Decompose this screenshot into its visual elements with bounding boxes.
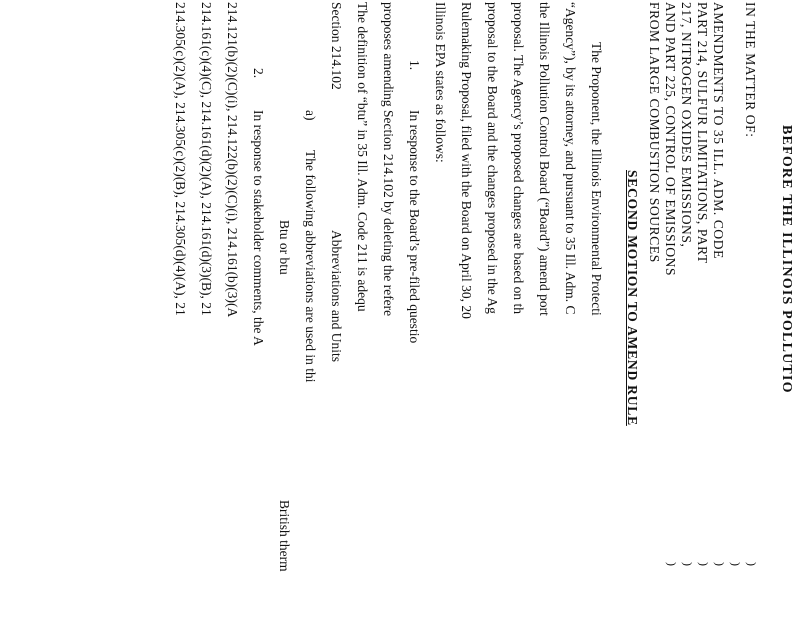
in-the-matter-label: IN THE MATTER OF:	[743, 2, 758, 138]
section-title: Abbreviations and Units	[329, 230, 344, 362]
caption-bracket: )	[713, 562, 727, 566]
body-line: the Illinois Pollution Control Board (“Board”) amend port	[537, 2, 552, 316]
body-line: proposes amending Section 214.102 by deleting the refere	[381, 2, 396, 317]
caption-line: 217, NITROGEN OXIDES EMISSIONS,	[679, 2, 694, 248]
caption-bracket: )	[697, 562, 711, 566]
caption-line: PART 214, SULFUR LIMITATIONS, PART	[695, 2, 710, 264]
body-line: 214.161(c)(4)(C), 214.161(d)(2)(A), 214.161(d)(3)(B), 21	[199, 2, 214, 316]
body-line: In response to stakeholder comments, the A	[251, 110, 266, 346]
body-line: proposal. The Agency’s proposed changes are based on th	[511, 2, 526, 315]
document-heading: BEFORE THE ILLINOIS POLLUTIO	[779, 125, 794, 394]
motion-title: SECOND MOTION TO AMEND RULE	[625, 170, 640, 426]
caption-bracket: )	[681, 562, 695, 566]
caption-bracket: )	[745, 562, 759, 566]
body-line: proposal to the Board and the changes proposed in the Ag	[485, 2, 500, 314]
body-line: The following abbreviations are used in thi	[303, 150, 318, 383]
abbreviation-definition: British therm	[277, 500, 292, 572]
body-line: Illinois EPA states as follows:	[433, 2, 448, 163]
body-line: 214.305(c)(2)(A), 214.305(c)(2)(B), 214.305(d)(4)(A), 21	[173, 2, 188, 316]
caption-line: AND PART 225, CONTROL OF EMISSIONS	[663, 2, 678, 277]
body-line: 214.121(b)(2)(C)(i), 214.122(b)(2)(C)(i), 214.161(b)(3)(A	[225, 2, 240, 318]
body-line: The definition of “btu” in 35 Ill. Adm. Code 211 is adequ	[355, 2, 370, 312]
body-line: Rulemaking Proposal, filed with the Board on April 30, 20	[459, 2, 474, 319]
caption-line: FROM LARGE COMBUSTION SOURCES	[647, 2, 662, 263]
section-reference: Section 214.102	[329, 2, 344, 90]
caption-bracket: )	[729, 562, 743, 566]
body-line: The Proponent, the Illinois Environmental Protecti	[589, 42, 604, 316]
paragraph-number: 1.	[407, 60, 422, 71]
body-line: In response to the Board’s pre-filed questio	[407, 110, 422, 344]
caption-bracket: )	[665, 562, 679, 566]
item-label: a)	[303, 110, 318, 121]
body-line: “Agency”), by its attorney, and pursuant to 35 Ill. Adm. C	[563, 2, 578, 315]
paragraph-number: 2.	[251, 68, 266, 79]
caption-line: AMENDMENTS TO 35 ILL. ADM. CODE	[711, 2, 726, 259]
abbreviation-term: Btu or btu	[277, 220, 292, 275]
